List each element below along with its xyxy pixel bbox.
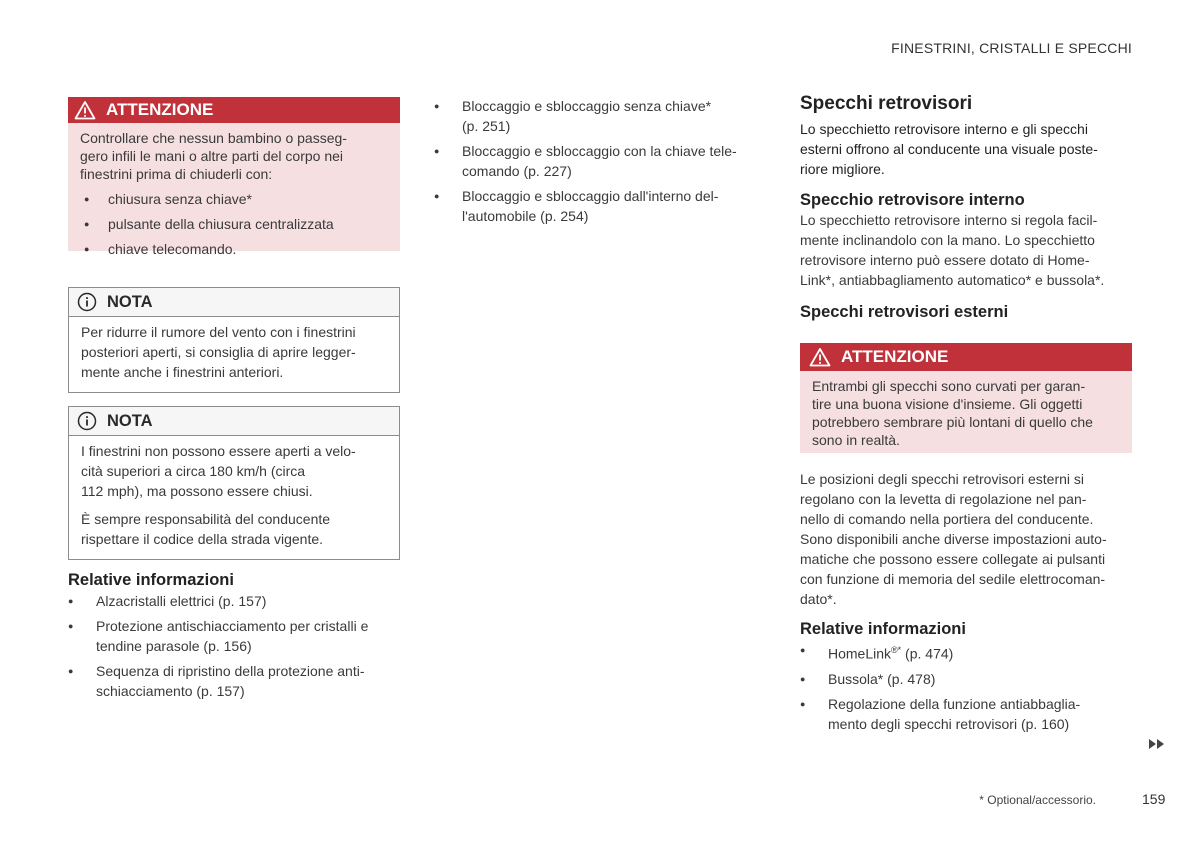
- list-item: ● Alzacristalli elettrici (p. 157): [68, 591, 408, 611]
- homelink-page: (p. 474): [901, 645, 954, 662]
- warning-body: [68, 123, 400, 257]
- note-box-2: [68, 406, 400, 560]
- note-text: I finestrini non possono essere aperti a velo- cità superiori a circa 180 km/h (circa 112 mph), ma possono essere chiusi.: [81, 443, 356, 499]
- list-item: ● pulsante della chiusura centralizzata: [80, 215, 388, 233]
- list-item: ● Bloccaggio e sbloccaggio dall'interno del- l'automobile (p. 254): [434, 186, 774, 226]
- subsection-text: Lo specchietto retrovisore interno si regola facil- mente inclinandolo con la mano. Lo specchietto retrovisore interno può essere dotato di Home- Link*, antiabbagliamento automatico* e bussola*.: [800, 212, 1105, 288]
- section-title: Specchi retrovisori: [800, 93, 973, 114]
- warning-header: [68, 97, 400, 123]
- note-body: [69, 436, 399, 559]
- double-arrow-right-icon: [1148, 739, 1166, 749]
- list-item: ● Sequenza di ripristino della protezione anti- schiacciamento (p. 157): [68, 661, 408, 701]
- warning-triangle-icon: [74, 100, 96, 120]
- warning-title: ATTENZIONE: [106, 100, 214, 119]
- related-info-title: Relative informazioni: [68, 571, 234, 589]
- list-item: ● Bussola* (p. 478): [800, 669, 1140, 689]
- list-item: [800, 640, 1140, 664]
- warning-header: [800, 343, 1132, 371]
- note-header: [69, 288, 399, 317]
- note-title: NOTA: [107, 292, 153, 311]
- related-info-title: Relative informazioni: [800, 620, 966, 638]
- info-circle-icon: [77, 292, 97, 312]
- footnote: * Optional/accessorio.: [979, 793, 1096, 807]
- warning-box: [68, 97, 400, 257]
- page-number: 159: [1142, 791, 1166, 807]
- warning-box-mirrors: [800, 343, 1132, 453]
- list-item: ● Regolazione della funzione antiabbaglia- mento degli specchi retrovisori (p. 160): [800, 694, 1140, 734]
- page-header: FINESTRINI, CRISTALLI E SPECCHI: [891, 40, 1132, 56]
- related-info-1: [68, 571, 408, 701]
- warning-body: [800, 371, 1132, 453]
- note-header: [69, 407, 399, 436]
- note-box-1: [68, 287, 400, 393]
- warning-list: [80, 190, 388, 258]
- related-info-2: [800, 620, 1140, 734]
- homelink-label: HomeLink: [828, 645, 892, 662]
- note-body: [69, 317, 399, 392]
- info-circle-icon: [77, 411, 97, 431]
- list-item: ● chiusura senza chiave*: [80, 190, 388, 208]
- warning-text: Entrambi gli specchi sono curvati per garan- tire una buona visione d'insieme. Gli oggetti potrebbero sembrare più lontani di quello che sono in realtà.: [812, 378, 1093, 448]
- related-list: [68, 591, 408, 701]
- subsection-text: Le posizioni degli specchi retrovisori esterni si regolano con la levetta di regolazione nel pan- nello di comando nella portiera del conducente. Sono disponibili anche diverse impostazioni auto- matiche che possono essere collegate ai pulsanti con funzione di memoria del sedile elettrocoman- dato*.: [800, 471, 1107, 607]
- list-item: ● Protezione antischiacciamento per cristalli e tendine parasole (p. 156): [68, 616, 408, 656]
- mirrors-text-block: [800, 469, 1140, 609]
- note-title: NOTA: [107, 411, 153, 430]
- related-list: [434, 96, 774, 226]
- note-text: È sempre responsabilità del conducente rispettare il codice della strada vigente.: [81, 511, 331, 547]
- subsection-title: Specchio retrovisore interno: [800, 191, 1025, 209]
- related-info-continued: [434, 96, 774, 226]
- subsection-title: Specchi retrovisori esterni: [800, 303, 1009, 321]
- homelink-sup: ®*: [891, 645, 902, 655]
- note-text: Per ridurre il rumore del vento con i finestrini posteriori aperti, si consiglia di aprire legger- mente anche i finestrini anteriori.: [81, 324, 356, 380]
- section-mirrors: [800, 93, 1140, 322]
- related-list: [800, 640, 1140, 734]
- warning-title: ATTENZIONE: [841, 347, 949, 366]
- list-item: ● chiave telecomando.: [80, 240, 388, 258]
- list-item: ● Bloccaggio e sbloccaggio senza chiave* (p. 251): [434, 96, 774, 136]
- warning-text: Controllare che nessun bambino o passeg- gero infili le mani o altre parti del corpo nei finestrini prima di chiuderli con:: [80, 130, 347, 182]
- list-item: ● Bloccaggio e sbloccaggio con la chiave tele- comando (p. 227): [434, 141, 774, 181]
- warning-triangle-icon: [809, 347, 831, 367]
- section-intro: Lo specchietto retrovisore interno e gli specchi esterni offrono al conducente una visuale poste- riore migliore.: [800, 121, 1098, 177]
